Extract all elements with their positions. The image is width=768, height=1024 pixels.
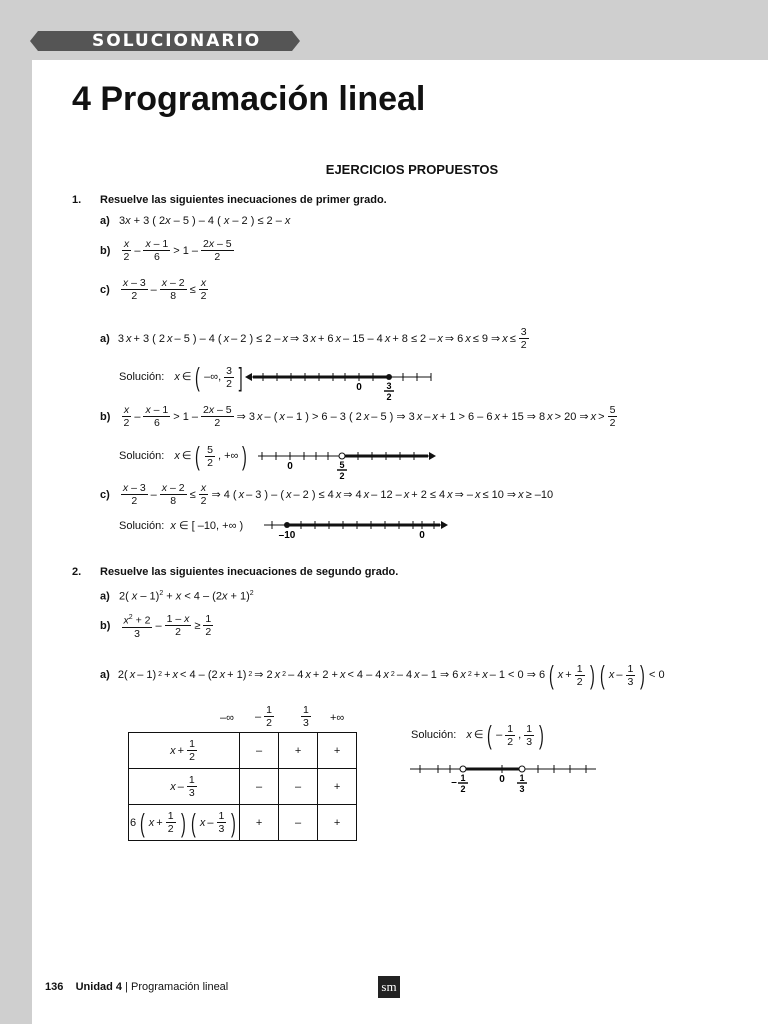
nl-a-den: 2 — [386, 392, 392, 402]
footer-topic: Programación lineal — [131, 981, 229, 993]
page-footer — [45, 981, 228, 993]
ex1-number: 1. — [72, 194, 82, 206]
ex1-statement: Resuelve las siguientes inecuaciones de primer grado. — [100, 194, 387, 206]
nl-b-zero: 0 — [287, 461, 293, 472]
sign-cell: – — [279, 805, 318, 841]
row-label-x-minus-third: x – $\frac{1}{3}$ — [129, 769, 240, 805]
sign-cell: + — [318, 733, 357, 769]
table-row — [129, 769, 357, 805]
nl-2a-right-den: 3 — [519, 784, 525, 794]
sign-cell: – — [240, 733, 279, 769]
number-line-a — [245, 368, 435, 404]
ex2-item-b: b) $\frac{x^2 + 2}{3}$ – $\frac{1 - x}{2}$ ≥ $\frac{1}{2}$ — [100, 613, 212, 640]
table-header-third: $\frac{1}{3}$ — [303, 704, 309, 729]
sign-cell: + — [240, 805, 279, 841]
table-header-neg-inf: –∞ — [220, 712, 234, 724]
footer-unit: Unidad 4 — [75, 981, 123, 993]
nl-2a-left-num: 1 — [460, 773, 466, 783]
nl-c-zero: 0 — [419, 530, 425, 541]
table-row — [129, 805, 357, 841]
ex1-answer-a: Solución: x ∈ ( –∞, $\frac{3}{2}$ ] — [119, 362, 243, 392]
nl-b-num: 5 — [339, 460, 345, 470]
ex2-statement: Resuelve las siguientes inecuaciones de segundo grado. — [100, 566, 399, 578]
ex2-item-a: a) 2( $x - 1)^2 + x < 4 - (2x + 1)^2$ — [100, 590, 254, 603]
ex1-solution-b: b) $\frac{x}{2}$ – $\frac{x - 1}{6}$ > 1 – $\frac{2x - 5}{2}$ ⇒ 3 x – ( x – 1 ) > 6 – 3 ( 2 x – 5 ) ⇒ 3 x – x + 1 > 6 – 6 x + 15 ⇒ 8 x > 20 ⇒ x > $\frac{5}{2}$ — [100, 404, 616, 429]
row-label-x-plus-half: x + $\frac{1}{2}$ — [129, 733, 240, 769]
page-title: 4 Programación lineal — [72, 80, 426, 118]
ex1-item-a: a) 3x + 3 ( 2x – 5 ) – 4 ( x – 2 ) ≤ 2 – x — [100, 215, 291, 227]
row-label-product: 6 ( x + $\frac{1}{2}$ ) ( x – $\frac{1}{3}$ ) — [129, 805, 240, 841]
ex2-solution-a: a) 2( x – 1) 2 + x < 4 – (2 x + 1) 2 ⇒ 2 x 2 – 4 x + 2 + x < 4 – 4 x 2 – 4 x – 1 ⇒ 6 x 2 + x – 1 < 0 ⇒ 6 ( x + $\frac{1}{2}$ ) ( x – $\frac{1}{3}$ ) < 0 — [100, 660, 665, 690]
footer-separator: | — [125, 981, 128, 993]
ex1-answer-c: Solución: x ∈ [ –10, +∞ ) — [119, 520, 244, 532]
sign-cell: + — [318, 769, 357, 805]
nl-2a-zero: 0 — [499, 774, 505, 785]
number-line-c — [264, 517, 449, 543]
nl-a-num: 3 — [386, 381, 392, 391]
ex1-solution-c: c) $\frac{x - 3}{2}$ – $\frac{x - 2}{8}$ ≤ $\frac{x}{2}$ ⇒ 4 ( x – 3 ) – ( x – 2 ) ≤ 4 x ⇒ 4 x – 12 – x + 2 ≤ 4 x ⇒ – x ≤ 10 ⇒ x ≥ –10 — [100, 482, 554, 507]
nl-c-left: –10 — [278, 530, 296, 541]
ex2-number: 2. — [72, 566, 82, 578]
ex1-item-b: b) $\frac{x}{2}$ – $\frac{x - 1}{6}$ > 1 – $\frac{2x - 5}{2}$ — [100, 238, 232, 263]
nl-2a-right-num: 1 — [519, 773, 525, 783]
sign-table — [128, 732, 357, 841]
sign-cell: – — [279, 769, 318, 805]
sm-logo-icon: sm — [378, 976, 400, 998]
table-row — [129, 733, 357, 769]
section-heading: EJERCICIOS PROPUESTOS — [325, 162, 499, 177]
sign-cell: + — [318, 805, 357, 841]
number-line-2a — [410, 760, 600, 796]
ex1-solution-a: a) 3 x + 3 ( 2 x – 5 ) – 4 ( x – 2 ) ≤ 2 – x ⇒ 3 x + 6 x – 15 – 4 x + 8 ≤ 2 – x ⇒ 6 x ≤ 9 ⇒ x ≤ $\frac{3}{2}$ — [100, 326, 527, 351]
page-number: 136 — [45, 981, 64, 993]
ex2-answer-a: Solución: x ∈ ( – $\frac{1}{2}$ , $\frac{1}{3}$ ) — [411, 720, 544, 750]
banner-title: SOLUCIONARIO — [92, 31, 262, 51]
table-header-neg-half: – $\frac{1}{2}$ — [255, 704, 272, 729]
nl-2a-left-den: 2 — [460, 784, 466, 794]
nl-a-zero: 0 — [356, 382, 362, 393]
table-header-pos-inf: +∞ — [330, 712, 345, 724]
nl-2a-minus: – — [451, 777, 457, 788]
number-line-b — [258, 447, 438, 483]
nl-b-den: 2 — [339, 471, 345, 481]
ex1-answer-b: Solución: x ∈ ( $\frac{5}{2}$ , +∞ ) — [119, 441, 248, 471]
sign-cell: – — [240, 769, 279, 805]
sign-cell: + — [279, 733, 318, 769]
ex1-item-c: c) $\frac{x - 3}{2}$ – $\frac{x - 2}{8}$ ≤ $\frac{x}{2}$ — [100, 277, 207, 302]
